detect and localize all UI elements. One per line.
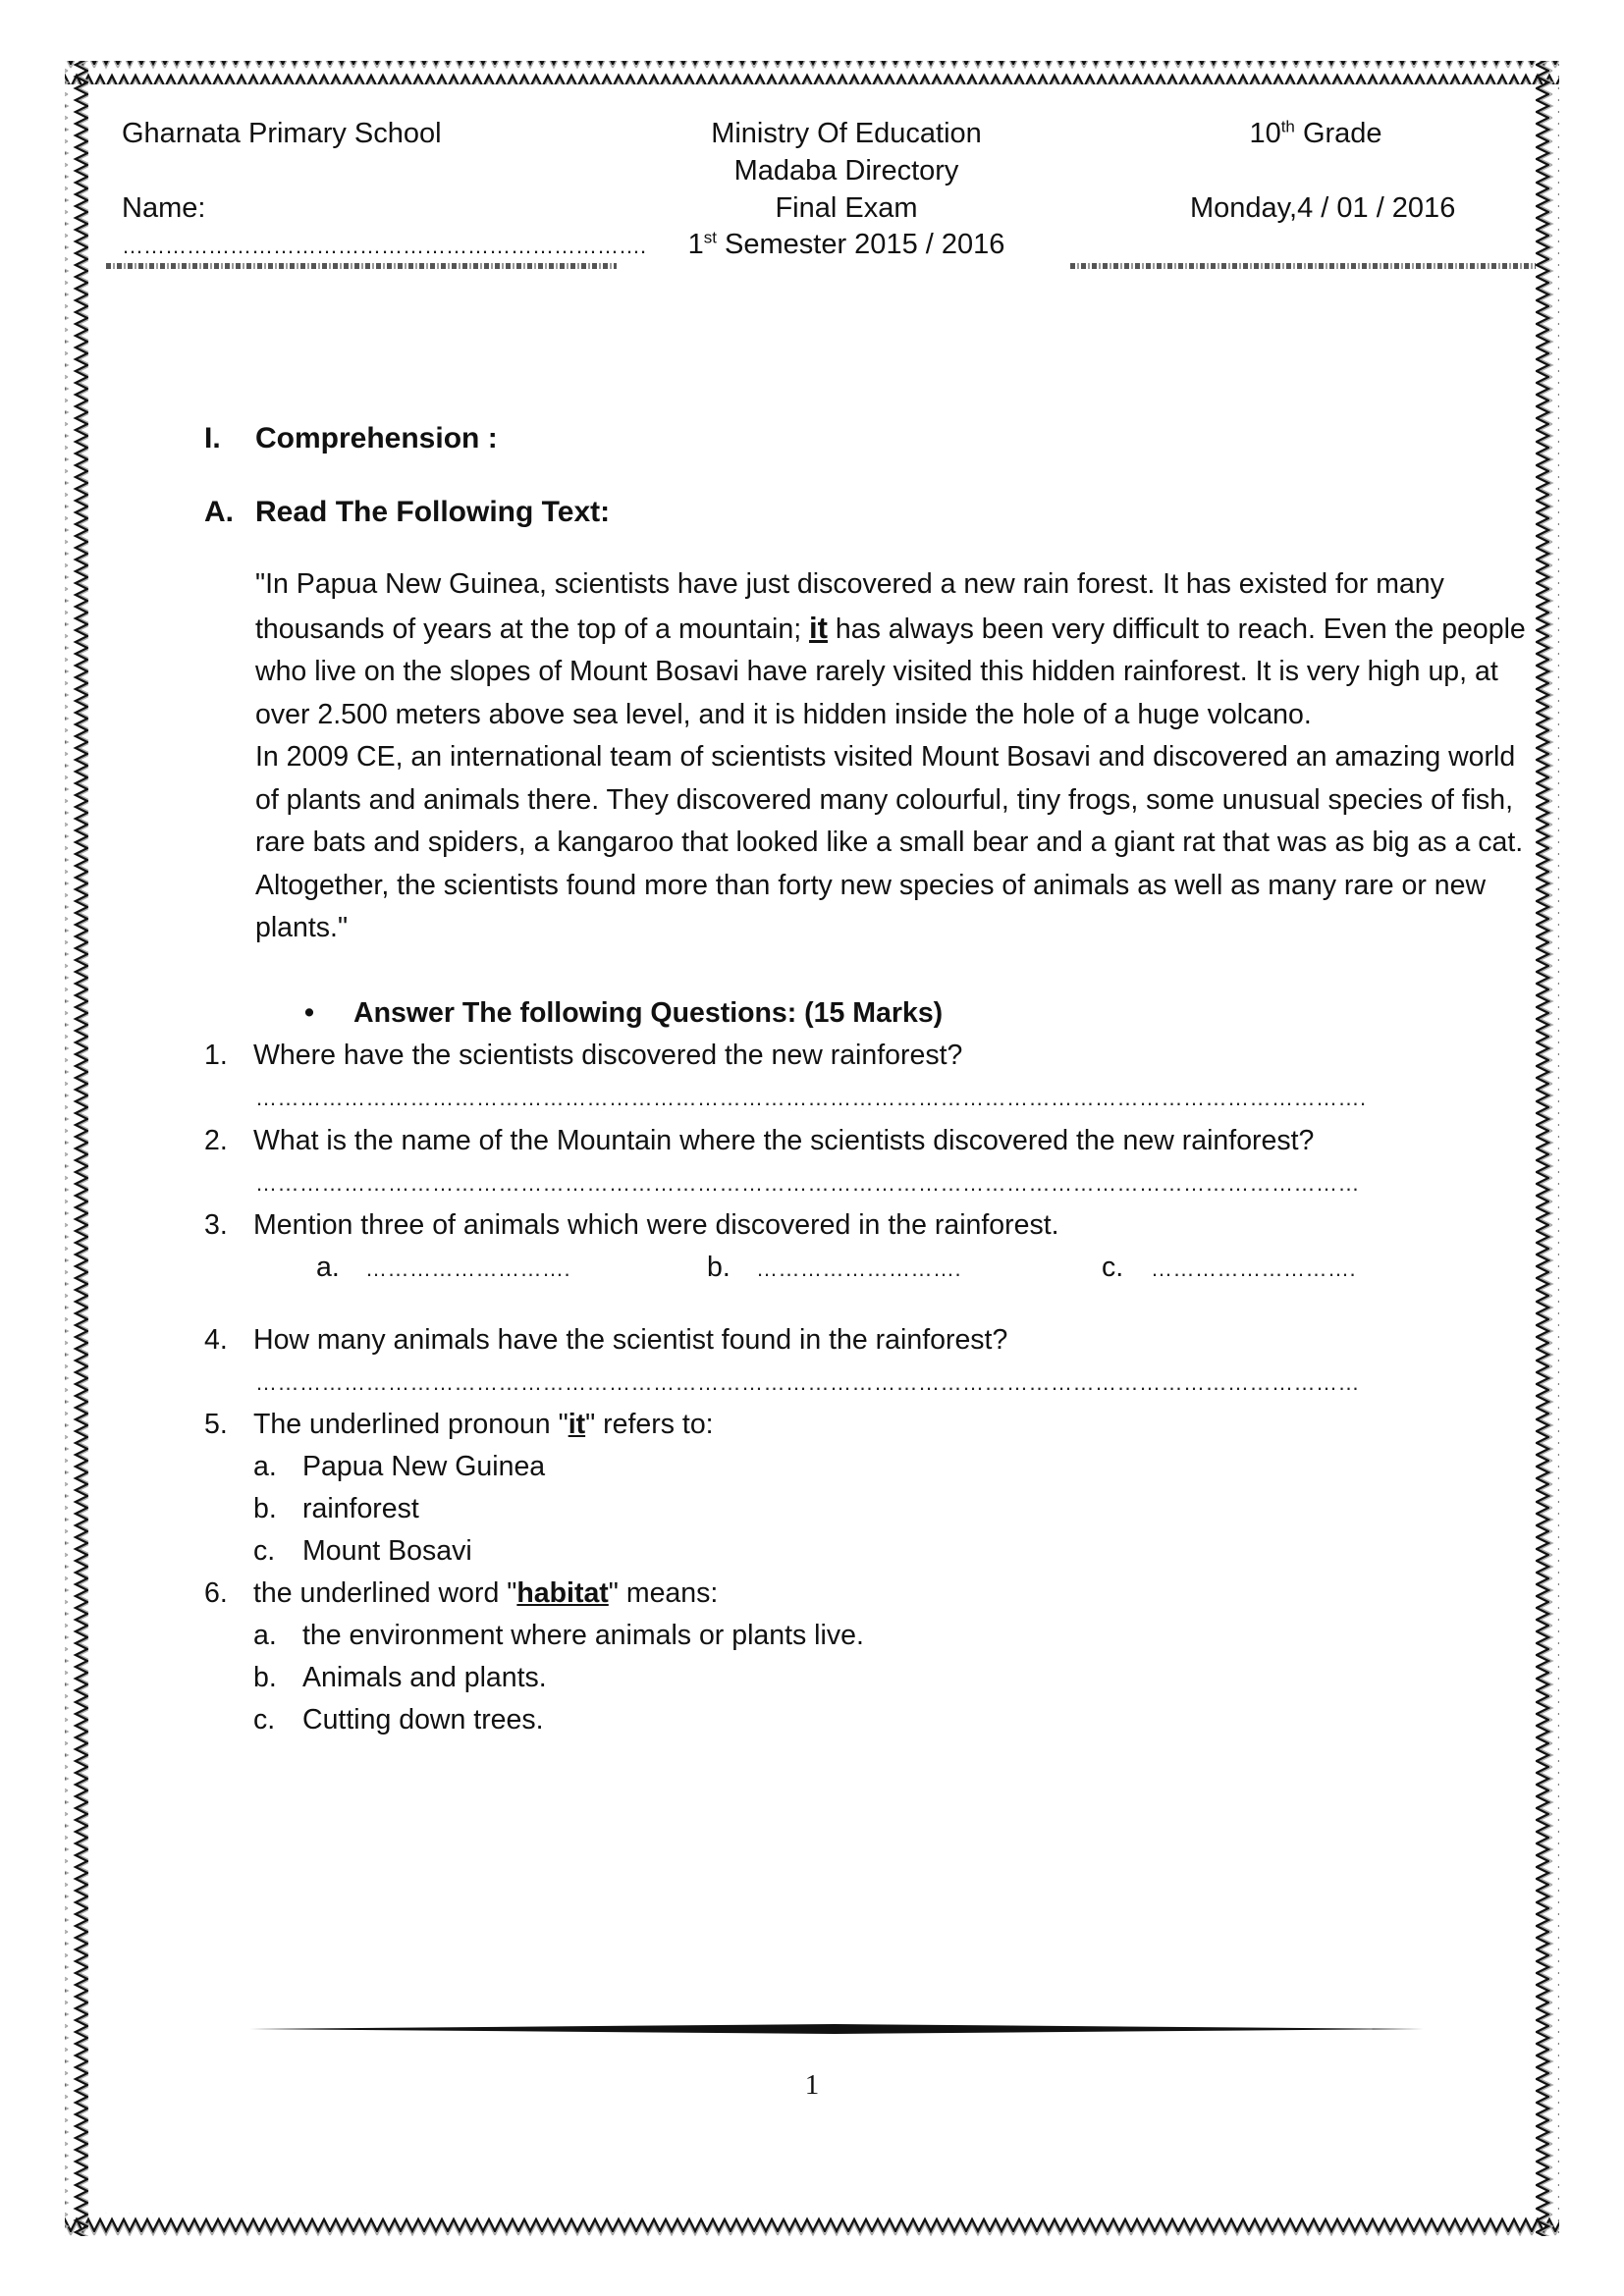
question-6-option-c[interactable]: c. Cutting down trees. [253, 1704, 544, 1735]
question-2: 2. What is the name of the Mountain where the scientists discovered the new rainforest? [204, 1125, 1315, 1156]
exam-date: Monday,4 / 01 / 2016 [1190, 192, 1456, 224]
underlined-word-habitat: habitat [516, 1577, 609, 1609]
question-3-option-b: b. ………………………. [707, 1252, 962, 1283]
question-4: 4. How many animals have the scientist found in the rainforest? [204, 1324, 1008, 1356]
ministry-title: Ministry Of Education [711, 118, 982, 149]
passage-paragraph-1: "In Papua New Guinea, scientists have just discovered a new rain forest. It has existed for many thousands of years at the top of a mountain; it has always been very difficult to reach. Even the people who live on the slopes of Mount Bosavi have rarely visited this hidden rainforest. It is very high up, at over 2.500 meters above sea level, and it is hidden inside the hole of a huge volcano. [255, 568, 1526, 730]
underlined-it: it [809, 610, 828, 645]
bullet-icon: • [304, 997, 314, 1029]
grade-label: 10th Grade [1249, 117, 1382, 149]
directory-title: Madaba Directory [733, 155, 959, 187]
question-6-option-a[interactable]: a. the environment where animals or plants live. [253, 1620, 864, 1651]
header-left-rule [106, 263, 617, 269]
question-6: 6. the underlined word "habitat" means: [204, 1577, 719, 1609]
header-right-rule [1070, 263, 1536, 269]
question-6-option-b[interactable]: b. Animals and plants. [253, 1662, 547, 1693]
question-3-option-a: a. ………………………. [316, 1252, 571, 1283]
question-3-option-c: c. ………………………. [1102, 1252, 1357, 1283]
name-label: Name: [122, 192, 206, 224]
answer-line-2[interactable]: …………………………………………………………………………………………………………………………………… [255, 1171, 1360, 1196]
answer-blank-3b[interactable]: ………………………. [756, 1256, 962, 1281]
answer-blank-3c[interactable]: ………………………. [1151, 1256, 1357, 1281]
section-read-heading: A. Read The Following Text: [204, 496, 611, 528]
school-name: Gharnata Primary School [122, 118, 442, 149]
answer-line-4[interactable]: …………………………………………………………………………………………………………………………………… [255, 1370, 1360, 1395]
page-number: 1 [804, 2069, 820, 2101]
questions-instruction: • Answer The following Questions: (15 Marks) [304, 992, 943, 1035]
question-3: 3. Mention three of animals which were discovered in the rainforest. [204, 1209, 1059, 1241]
question-5: 5. The underlined pronoun "it" refers to: [204, 1409, 714, 1440]
reading-passage [255, 563, 1532, 950]
section-comprehension-heading: I. Comprehension : [204, 422, 498, 454]
exam-title: Final Exam [775, 192, 918, 224]
passage-paragraph-2: In 2009 CE, an international team of scientists visited Mount Bosavi and discovered an amazing world of plants and animals there. They discovered many colourful, tiny frogs, some unusual species of fish, rare bats and spiders, a kangaroo that looked like a small bear and a giant rat that was as big as a cat. Altogether, the scientists found more than forty new species of animals as well as many rare or new plants." [255, 741, 1524, 943]
footer-divider [245, 2022, 1424, 2036]
semester-title: 1st Semester 2015 / 2016 [687, 228, 1005, 260]
name-field[interactable]: ………………………………………………………………. [122, 234, 647, 258]
question-5-option-a[interactable]: a. Papua New Guinea [253, 1451, 546, 1482]
answer-blank-3a[interactable]: ………………………. [365, 1256, 571, 1281]
underlined-word-it: it [568, 1409, 586, 1440]
question-1: 1. Where have the scientists discovered the new rainforest? [204, 1040, 963, 1071]
question-5-option-c[interactable]: c. Mount Bosavi [253, 1535, 472, 1567]
question-5-option-b[interactable]: b. rainforest [253, 1493, 419, 1524]
answer-line-1[interactable]: ……………………………………………………………………………………………………………………………………. [255, 1086, 1367, 1110]
